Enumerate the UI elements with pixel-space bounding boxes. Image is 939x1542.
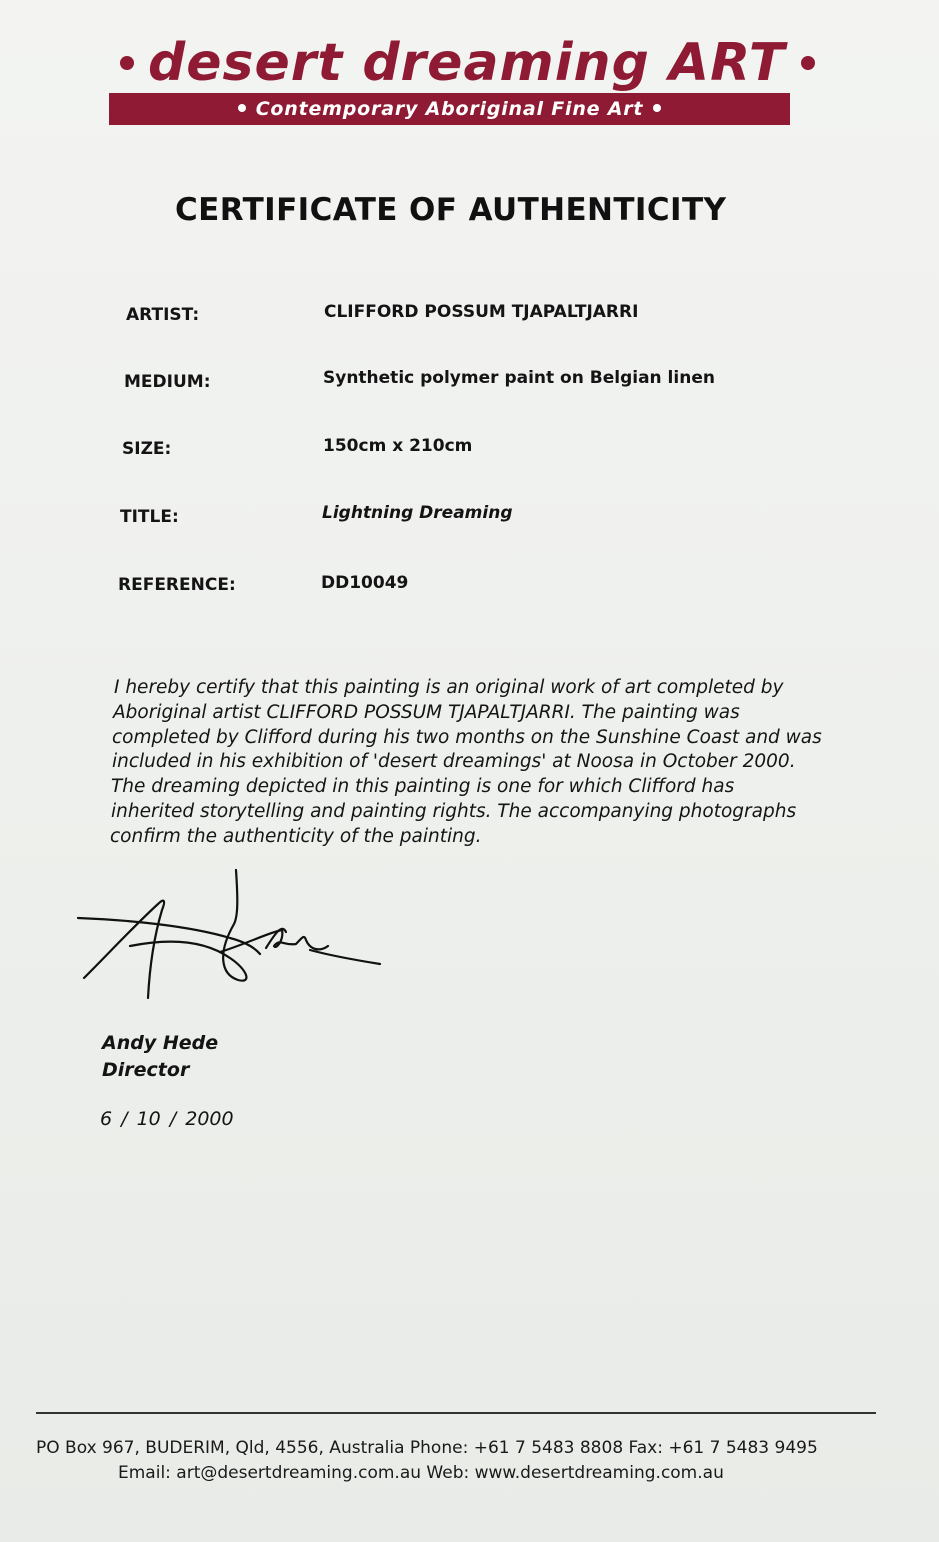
size-label: SIZE:: [122, 439, 172, 459]
medium-label: MEDIUM:: [124, 372, 211, 392]
title-label: TITLE:: [120, 507, 179, 527]
signature-date: 6 / 10 / 2000: [100, 1108, 234, 1130]
reference-value: DD10049: [321, 573, 409, 593]
artist-label: ARTIST:: [126, 305, 200, 325]
painting-title-value: Lightning Dreaming: [322, 503, 513, 523]
logo: [110, 28, 790, 98]
logo-text: desert dreaming ART: [148, 33, 786, 93]
footer-contact: Email: art@desertdreaming.com.au Web: www.desertdreaming.com.au: [118, 1463, 724, 1483]
artist-value: CLIFFORD POSSUM TJAPALTJARRI: [324, 302, 639, 322]
medium-value: Synthetic polymer paint on Belgian linen: [323, 368, 715, 388]
signatory-position: Director: [102, 1059, 190, 1081]
statement-line: completed by Clifford during his two months on the Sunshine Coast and was: [112, 726, 822, 748]
footer-address: PO Box 967, BUDERIM, Qld, 4556, Australia Phone: +61 7 5483 8808 Fax: +61 7 5483 9495: [36, 1438, 818, 1458]
bullet-dot-icon: [801, 56, 815, 70]
handwritten-signature: [70, 860, 390, 1010]
statement-line: Aboriginal artist CLIFFORD POSSUM TJAPALTJARRI. The painting was: [113, 701, 740, 723]
bullet-dot-icon: [238, 104, 246, 112]
size-value: 150cm x 210cm: [323, 436, 473, 456]
statement-line: I hereby certify that this painting is an original work of art completed by: [114, 677, 784, 698]
bullet-dot-icon: [653, 104, 661, 112]
statement-line: confirm the authenticity of the painting.: [110, 825, 482, 847]
signatory-name: Andy Hede: [102, 1032, 219, 1054]
certification-statement: [110, 676, 870, 850]
statement-line: The dreaming depicted in this painting is one for which Clifford has: [111, 776, 735, 798]
statement-line: inherited storytelling and painting rights. The accompanying photographs: [111, 800, 797, 822]
signatory-block: [102, 1030, 218, 1084]
reference-label: REFERENCE:: [118, 575, 236, 595]
certificate-title: CERTIFICATE OF AUTHENTICITY: [175, 192, 727, 228]
statement-line: included in his exhibition of 'desert dreamings' at Noosa in October 2000.: [112, 751, 796, 773]
tagline-banner: [109, 93, 790, 125]
bullet-dot-icon: [120, 56, 134, 70]
footer-divider: [36, 1412, 876, 1414]
tagline-text: Contemporary Aboriginal Fine Art: [255, 98, 644, 120]
